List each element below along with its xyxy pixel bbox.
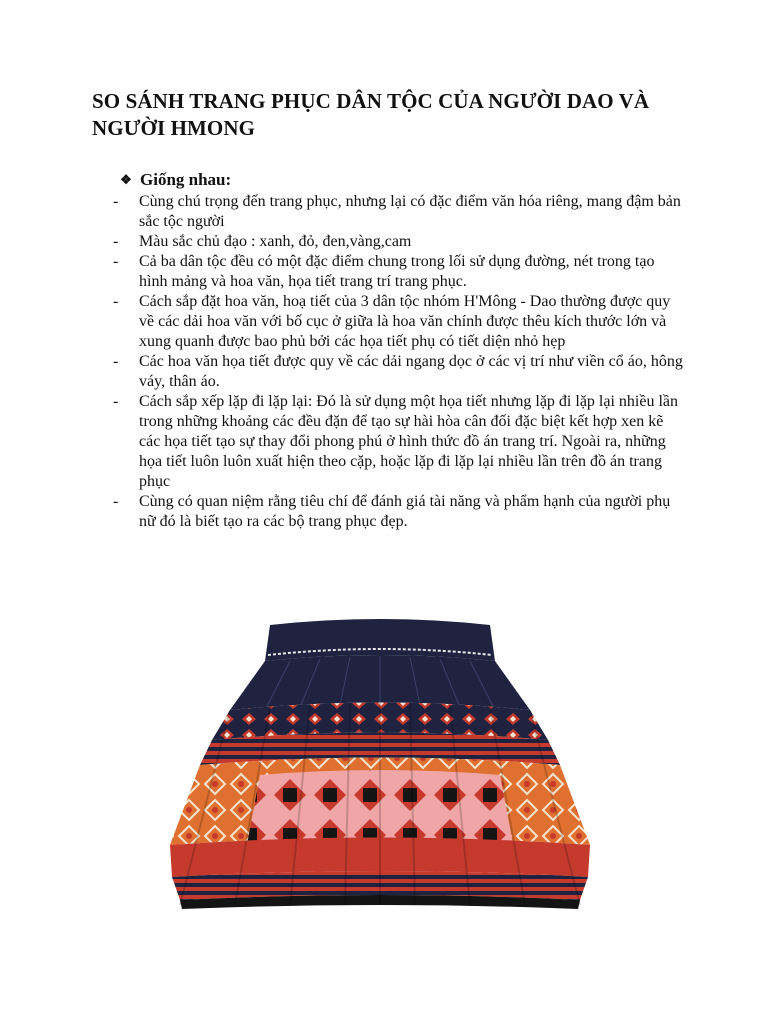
list-item-text: Cùng chú trọng đến trang phục, nhưng lại có đặc điểm văn hóa riêng, mang đậm bản sắc tộc người	[139, 193, 681, 230]
dash-bullet-icon: -	[113, 493, 119, 510]
hmong-skirt-illustration	[150, 615, 610, 915]
waistband	[265, 619, 495, 661]
dash-bullet-icon: -	[113, 193, 119, 210]
document-title: SO SÁNH TRANG PHỤC DÂN TỘC CỦA NGƯỜI DAO VÀ NGƯỜI HMONG	[92, 89, 650, 140]
list-item	[113, 252, 683, 292]
list-item-text: Cả ba dân tộc đều có một đặc điểm chung trong lối sử dụng đường, nét trong tạo hình mảng và hoa văn, họa tiết trang trí trang phục.	[139, 253, 655, 290]
dash-bullet-icon: -	[113, 293, 119, 310]
list-item-text: Cùng có quan niệm rằng tiêu chí để đánh giá tài năng và phẩm hạnh của người phụ nữ đó là biết tạo ra các bộ trang phục đẹp.	[139, 493, 671, 530]
list-item-text: Cách sắp đặt hoa văn, hoạ tiết của 3 dân tộc nhóm H'Mông - Dao thường được quy về các dải hoa văn với bố cục ở giữa là hoa văn chính được thêu kích thước lớn và xung quanh được bao phủ bởi các họa tiết phụ có tiết diện nhỏ hẹp	[139, 293, 671, 350]
list-item	[113, 232, 683, 252]
list-item-text: Các hoa văn họa tiết được quy về các dải ngang dọc ở các vị trí như viền cổ áo, hông váy, thân áo.	[139, 353, 683, 390]
section-heading-text: Giống nhau:	[140, 170, 232, 189]
list-item-text: Cách sắp xếp lặp đi lặp lại: Đó là sử dụng một họa tiết nhưng lặp đi lặp lại nhiều lần trong những khoảng các đều đặn để tạo sự hài hòa cân đối đặc biệt kết hợp xen kẽ các họa tiết tạo sự thay đổi phong phú ở hình thức đồ án trang trí. Ngoài ra, những họa tiết luôn luôn xuất hiện theo cặp, hoặc lặp đi lặp lại nhiều lần trên đồ án trang phục	[139, 393, 679, 490]
list-item	[113, 292, 683, 352]
list-item	[113, 392, 683, 492]
list-item	[113, 352, 683, 392]
skirt-svg	[150, 615, 610, 915]
bullet-list	[113, 192, 683, 532]
list-item	[113, 192, 683, 232]
dash-bullet-icon: -	[113, 393, 119, 410]
dash-bullet-icon: -	[113, 253, 119, 270]
list-item	[113, 492, 683, 532]
dash-bullet-icon: -	[113, 353, 119, 370]
dash-bullet-icon: -	[113, 233, 119, 250]
section-heading	[118, 170, 231, 190]
list-item-text: Màu sắc chủ đạo : xanh, đỏ, đen,vàng,cam	[139, 233, 412, 250]
diamond-bullet-icon: ❖	[120, 172, 132, 187]
